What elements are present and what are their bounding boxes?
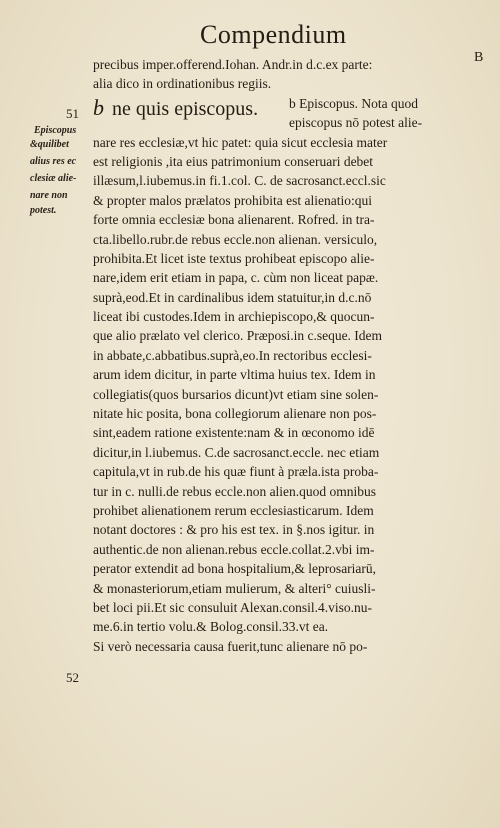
text-line: illæsum,l.iubemus.in fi.1.col. C. de sacrosanct.eccl.sic — [93, 173, 386, 189]
gloss-line: episcopus nō potest alie- — [289, 115, 423, 131]
text-line: in abbate,c.abbatibus.suprà,eo.In rectoribus ecclesi- — [93, 347, 372, 363]
text-line: liceat ibi custodes.Idem in archiepiscopo,& quocun- — [93, 309, 375, 325]
text-line: nare,idem erit etiam in papa, c. cùm non liceat papæ. — [93, 270, 379, 286]
text-line: arum idem dicitur, in parte vltima huius tex. Idem in — [93, 367, 376, 383]
margin-note-line: alius res ec — [30, 156, 77, 167]
text-line — [93, 94, 476, 113]
text-line: notant doctores : & pro his est tex. in §.nos igitur. in — [93, 522, 375, 538]
text-line: capitula,vt in rub.de his quæ fiunt à præla.ista proba- — [93, 464, 379, 480]
text-line: precibus imper.offerend.Iohan. Andr.in d.c.ex parte: — [93, 57, 373, 72]
text-line: alia dico in ordinationibus regiis. — [93, 76, 272, 92]
text-line: dicitur,in l.iubemus. C.de sacrosanct.eccle. nec etiam — [93, 444, 380, 460]
heading-text: ne quis episcopus. — [112, 98, 259, 120]
text-line: sint,eadem ratione existente:nam & in œconomo idē — [93, 425, 375, 441]
gloss-line: b Episcopus. Nota quod — [289, 96, 418, 111]
text-line: nare res ecclesiæ,vt hic patet: quia sicut ecclesia mater — [93, 134, 388, 150]
text-line: nitate hic posita, bona collegiorum alienare non pos- — [93, 406, 377, 422]
text-line: collegiatis(quos bursarios dicunt)vt etiam sine solen- — [93, 386, 379, 402]
margin-note-line: Episcopus — [34, 125, 77, 136]
heading-letter: b — [93, 95, 104, 120]
text-line: authentic.de non alienan.rebus eccle.collat.2.vbi im- — [93, 541, 375, 557]
margin-note-line: &quilibet — [30, 139, 69, 150]
text-line: forte omnia ecclesiæ bona alienarent. Rofred. in tra- — [93, 212, 375, 228]
text-line: suprà,eod.Et in cardinalibus idem statuitur,in d.c.nō — [93, 289, 372, 305]
text-line: prohibita.Et licet iste textus prohibeat episcopo alie- — [93, 250, 375, 266]
text-line: que alio prælato vel clerico. Præposi.in c.seque. Idem — [93, 328, 383, 344]
text-line: tur in c. nulli.de rebus eccle.non alien.quod omnibus — [93, 483, 377, 499]
text-line: prohibet alienationem rerum ecclesiasticarum. Idem — [93, 502, 374, 518]
text-line: & monasteriorum,etiam mulierum, & alteri° cuiusli- — [93, 580, 376, 596]
text-line: cta.libello.rubr.de rebus eccle.non alienan. versiculo, — [93, 231, 378, 247]
text-line: me.6.in tertio volu.& Bolog.consil.33.vt ea. — [93, 619, 329, 635]
text-line: perator extendit ad bona hospitalium,& leprosariarū, — [93, 561, 377, 577]
edge-mark: B — [474, 50, 484, 65]
margin-note-line: potest. — [30, 205, 57, 216]
margin-note-line: clesiæ alie- — [30, 173, 77, 184]
text-line: bet loci pii.Et sic consuluit Alexan.consil.4.viso.nu- — [93, 599, 372, 615]
text-line: Si verò necessaria causa fuerit,tunc alienare nō po- — [93, 638, 368, 654]
margin-number-52: 52 — [66, 670, 79, 685]
text-line: est religionis ,ita eius patrimonium conseruari debet — [93, 153, 374, 169]
margin-number-51: 51 — [66, 106, 79, 121]
text-line — [93, 113, 476, 132]
text-line: & propter malos prælatos prohibita est alienatio:qui — [93, 192, 372, 208]
page-header-title: Compendium — [200, 20, 347, 49]
main-text-block — [93, 55, 476, 656]
margin-note-line: nare non — [30, 190, 68, 201]
